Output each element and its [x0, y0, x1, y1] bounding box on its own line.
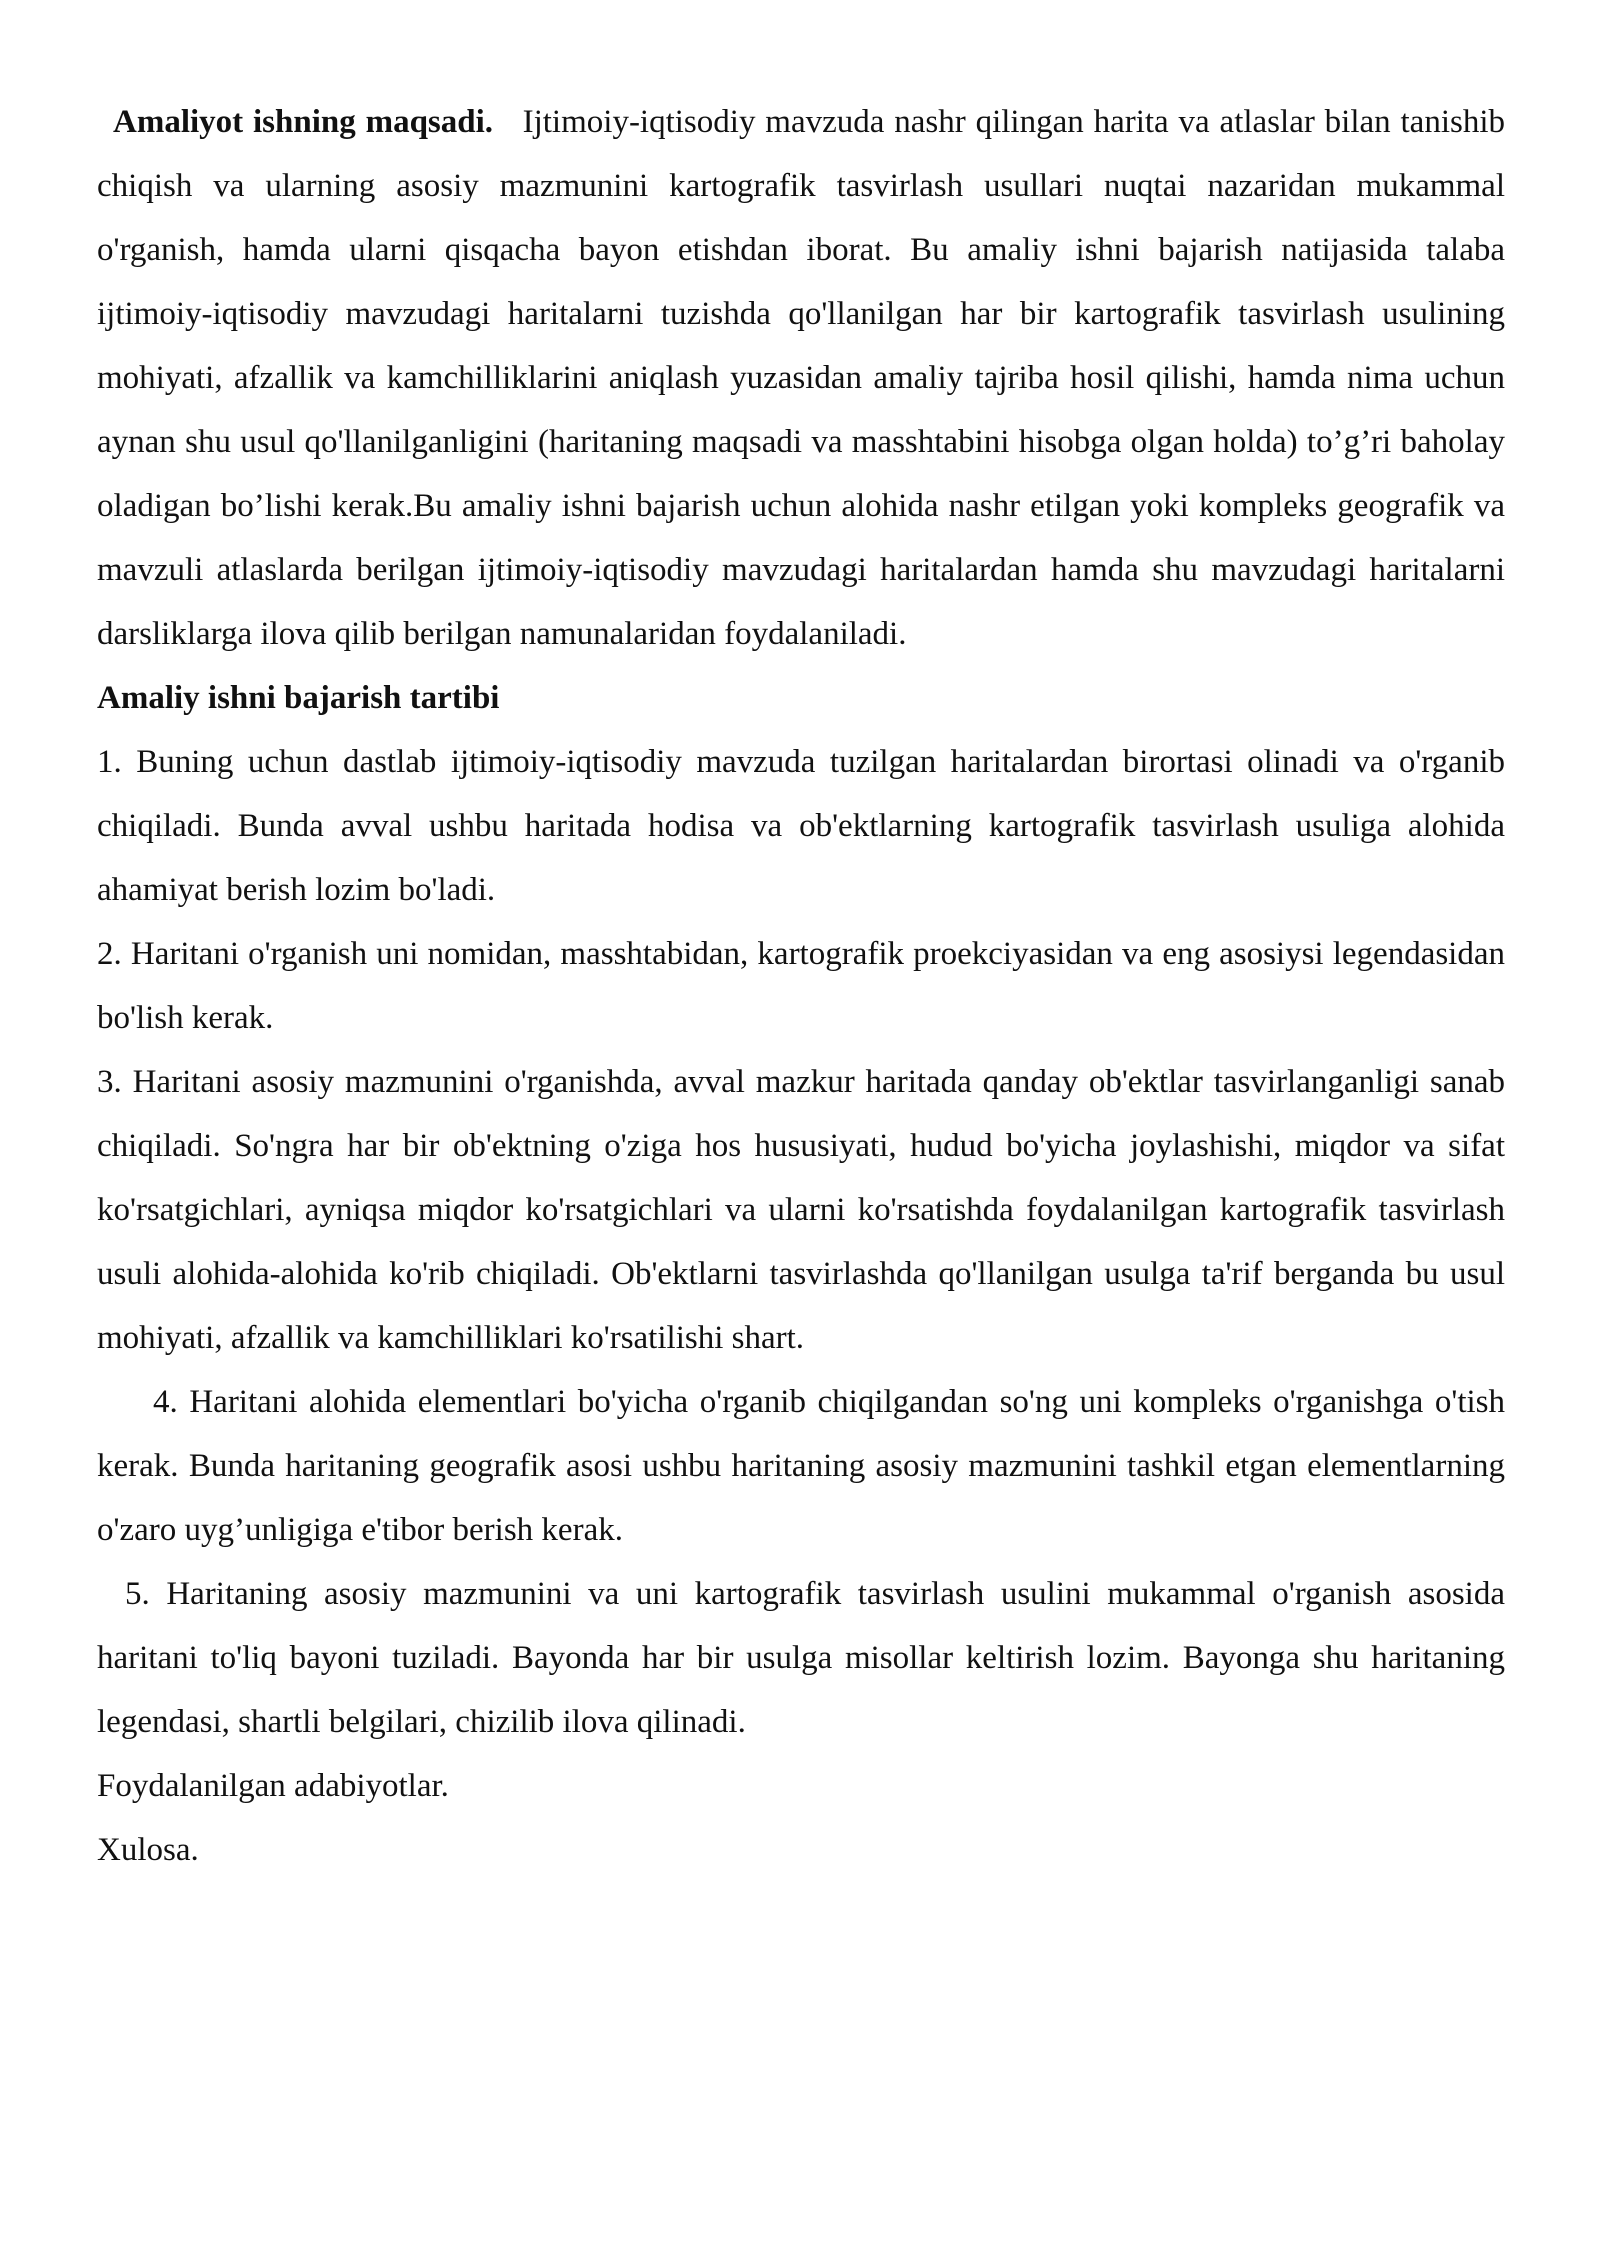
document-page	[97, 90, 1505, 1882]
references-label: Foydalanilgan adabiyotlar.	[97, 1768, 449, 1804]
intro-paragraph	[97, 90, 1505, 666]
procedure-step-2: 2. Haritani o'rganish uni nomidan, masshtabidan, kartografik proekciyasidan va eng asosiysi legendasidan bo'lish kerak.	[97, 936, 1505, 1036]
procedure-heading: Amaliy ishni bajarish tartibi	[97, 680, 500, 716]
procedure-step-3: 3. Haritani asosiy mazmunini o'rganishda, avval mazkur haritada qanday ob'ektlar tasvirlanganligi sanab chiqiladi. So'ngra har bir ob'ektning o'ziga hos hususiyati, hudud bo'yicha joylashishi, miqdor va sifat ko'rsatgichlari, ayniqsa miqdor ko'rsatgichlari va ularni ko'rsatishda foydalanilgan kartografik tasvirlash usuli alohida-alohida ko'rib chiqiladi. Ob'ektlarni tasvirlashda qo'llanilgan usulga ta'rif berganda bu usul mohiyati, afzallik va kamchilliklari ko'rsatilishi shart.	[97, 1064, 1505, 1356]
intro-text: Ijtimoiy-iqtisodiy mavzuda nashr qilingan harita va atlaslar bilan tanishib chiqish va ularning asosiy mazmunini kartografik tasvirlash usullari nuqtai nazaridan mukammal o'rganish, hamda ularni qisqacha bayon etishdan iborat. Bu amaliy ishni bajarish natijasida talaba ijtimoiy-iqtisodiy mavzudagi haritalarni tuzishda qo'llanilgan har bir kartografik tasvirlash usulining mohiyati, afzallik va kamchilliklarini aniqlash yuzasidan amaliy tajriba hosil qilishi, hamda nima uchun aynan shu usul qo'llanilganligini (haritaning maqsadi va masshtabini hisobga olgan holda) to’g’ri baholay oladigan bo’lishi kerak.Bu amaliy ishni bajarish uchun alohida nashr etilgan yoki kompleks geografik va mavzuli atlaslarda berilgan ijtimoiy-iqtisodiy mavzudagi haritalardan hamda shu mavzudagi haritalarni darsliklarga ilova qilib berilgan namunalaridan foydalaniladi.	[97, 104, 1506, 652]
procedure-step-1: 1. Buning uchun dastlab ijtimoiy-iqtisodiy mavzuda tuzilgan haritalardan birortasi olinadi va o'rganib chiqiladi. Bunda avval ushbu haritada hodisa va ob'ektlarning kartografik tasvirlash usuliga alohida ahamiyat berish lozim bo'ladi.	[97, 744, 1505, 908]
procedure-step-4: 4. Haritani alohida elementlari bo'yicha o'rganib chiqilgandan so'ng uni kompleks o'rganishga o'tish kerak. Bunda haritaning geografik asosi ushbu haritaning asosiy mazmunini tashkil etgan elementlarning o'zaro uyg’unligiga e'tibor berish kerak.	[97, 1384, 1505, 1548]
intro-heading: Amaliyot ishning maqsadi.	[113, 104, 494, 140]
procedure-step-5: 5. Haritaning asosiy mazmunini va uni kartografik tasvirlash usulini mukammal o'rganish asosida haritani to'liq bayoni tuziladi. Bayonda har bir usulga misollar keltirish lozim. Bayonga shu haritaning legendasi, shartli belgilari, chizilib ilova qilinadi.	[97, 1576, 1505, 1740]
conclusion-label: Xulosa.	[97, 1832, 199, 1868]
